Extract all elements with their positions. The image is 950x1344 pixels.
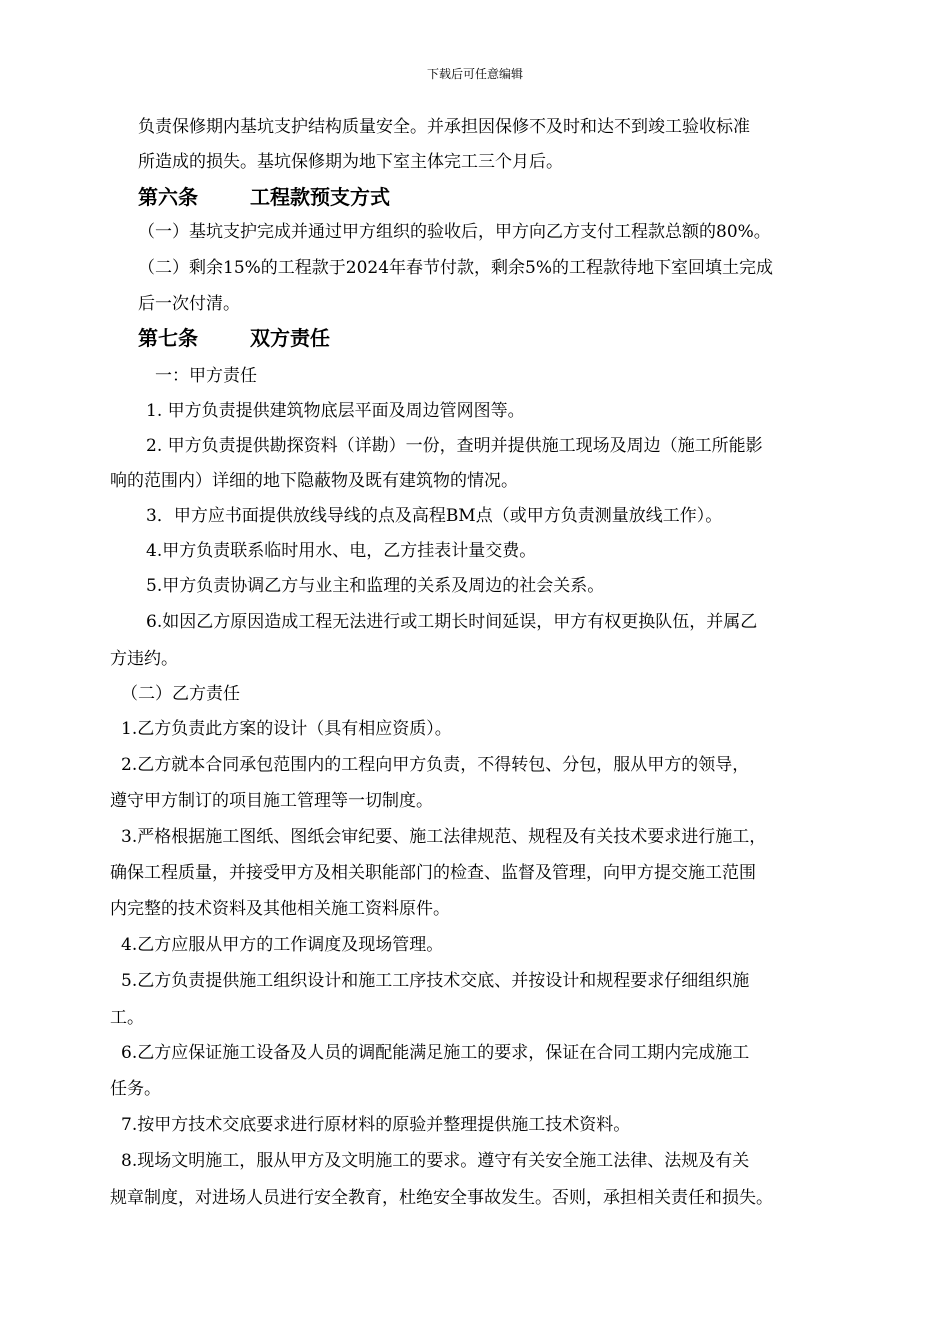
section-title: （二）乙方责任 (121, 684, 240, 704)
list-item: 3．甲方应书面提供放线导线的点及高程BM点（或甲方负责测量放线工作）。 (146, 506, 723, 526)
list-item: 6.如因乙方原因造成工程无法进行或工期长时间延误，甲方有权更换队伍，并属乙 (146, 612, 758, 632)
list-item: 5.甲方负责协调乙方与业主和监理的关系及周边的社会关系。 (146, 576, 605, 596)
list-item: 4.甲方负责联系临时用水、电，乙方挂表计量交费。 (146, 541, 537, 561)
list-item: 6.乙方应保证施工设备及人员的调配能满足施工的要求，保证在合同工期内完成施工 (121, 1043, 750, 1063)
list-item: 1. 甲方负责提供建筑物底层平面及周边管网图等。 (146, 401, 525, 421)
list-item-continuation: 响的范围内）详细的地下隐蔽物及既有建筑物的情况。 (110, 471, 518, 491)
list-item-continuation: 任务。 (110, 1079, 161, 1099)
list-item-continuation: 遵守甲方制订的项目施工管理等一切制度。 (110, 791, 433, 811)
text-line: 所造成的损失。基坑保修期为地下室主体完工三个月后。 (138, 152, 563, 172)
list-item-continuation: 确保工程质量，并接受甲方及相关职能部门的检查、监督及管理，向甲方提交施工范围 (110, 863, 756, 883)
article-number: 第六条 (138, 185, 198, 209)
article-title: 工程款预支方式 (250, 185, 390, 209)
list-item-continuation: 内完整的技术资料及其他相关施工资料原件。 (110, 899, 450, 919)
text-line: 后一次付清。 (138, 294, 240, 314)
list-item: 5.乙方负责提供施工组织设计和施工工序技术交底、并按设计和规程要求仔细组织施 (121, 971, 750, 991)
text-line: （二）剩余15%的工程款于2024年春节付款，剩余5%的工程款待地下室回填土完成 (138, 258, 774, 278)
page-header: 下载后可任意编辑 (426, 67, 523, 81)
article-number: 第七条 (138, 326, 198, 350)
list-item: 2. 甲方负责提供勘探资料（详勘）一份，查明并提供施工现场及周边（施工所能影 (146, 436, 763, 456)
article-6-heading (138, 183, 390, 211)
list-item: 3.严格根据施工图纸、图纸会审纪要、施工法律规范、规程及有关技术要求进行施工， (121, 827, 767, 847)
list-item: 8.现场文明施工，服从甲方及文明施工的要求。遵守有关安全施工法律、法规及有关 (121, 1151, 750, 1171)
section-title: 一：甲方责任 (155, 366, 257, 386)
list-item: 4.乙方应服从甲方的工作调度及现场管理。 (121, 935, 444, 955)
text-line: （一）基坑支护完成并通过甲方组织的验收后，甲方向乙方支付工程款总额的80%。 (138, 222, 771, 242)
article-title: 双方责任 (250, 326, 330, 350)
list-item: 7.按甲方技术交底要求进行原材料的原验并整理提供施工技术资料。 (121, 1115, 631, 1135)
list-item-continuation: 规章制度，对进场人员进行安全教育，杜绝安全事故发生。否则，承担相关责任和损失。 (110, 1188, 773, 1208)
article-7-heading (138, 324, 330, 352)
list-item-continuation: 工。 (110, 1008, 144, 1028)
text-line: 负责保修期内基坑支护结构质量安全。并承担因保修不及时和达不到竣工验收标准 (138, 117, 750, 137)
list-item-continuation: 方违约。 (110, 649, 178, 669)
list-item: 1.乙方负责此方案的设计（具有相应资质）。 (121, 719, 452, 739)
list-item: 2.乙方就本合同承包范围内的工程向甲方负责，不得转包、分包，服从甲方的领导， (121, 755, 750, 775)
